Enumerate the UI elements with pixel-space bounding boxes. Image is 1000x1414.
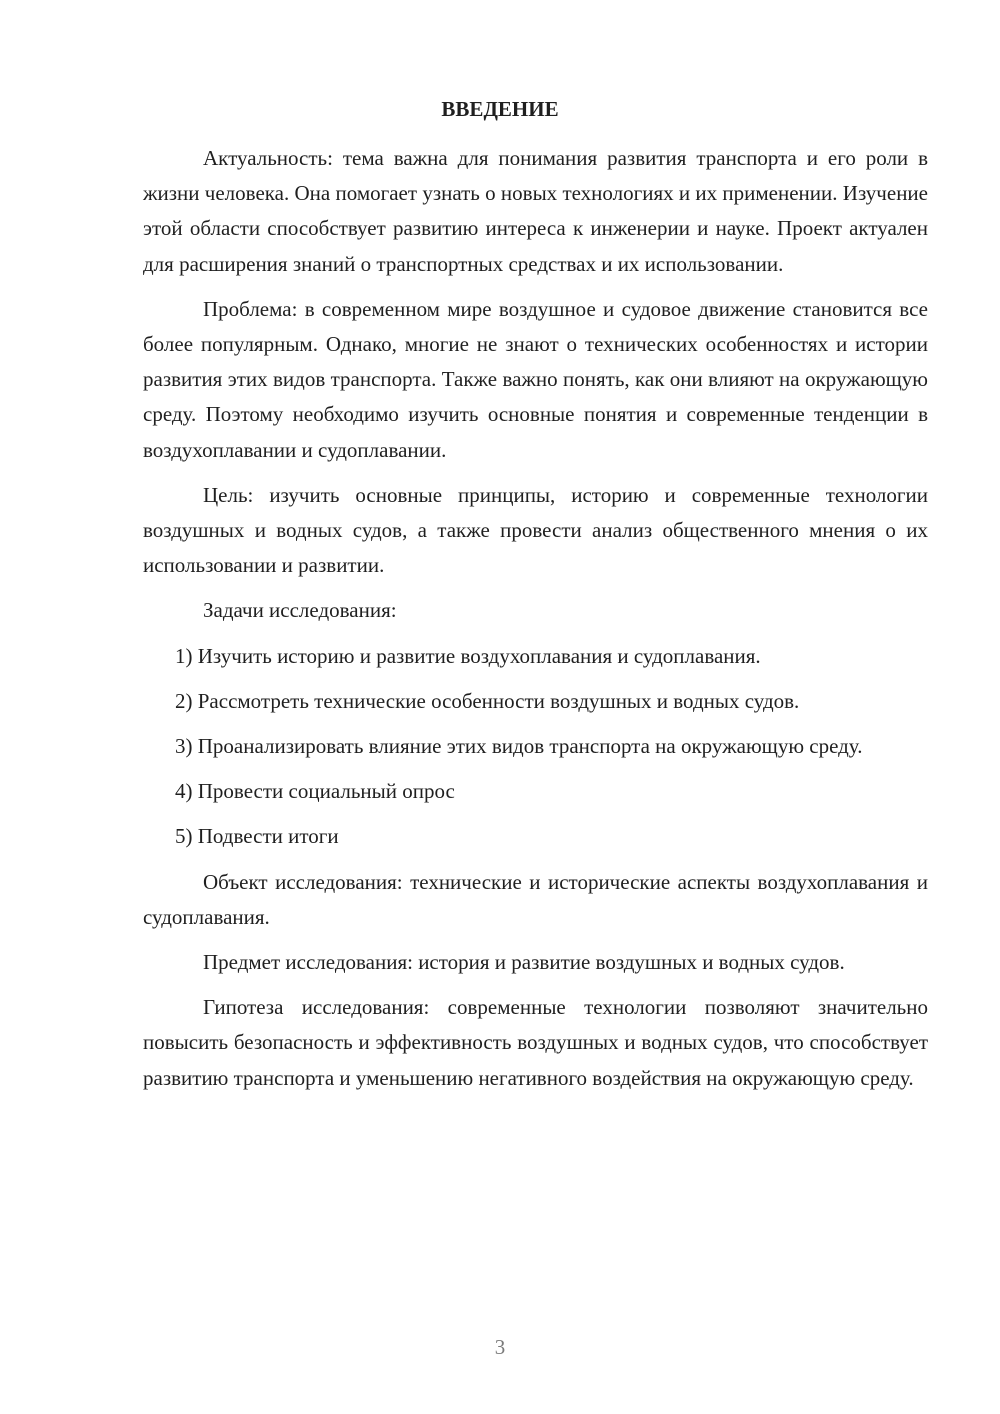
paragraph-goal: Цель: изучить основные принципы, историю и современные технологии воздушных и водных судов, а также провести анализ общественного мнения о их использовании и развитии. xyxy=(143,482,928,578)
paragraph-problem: Проблема: в современном мире воздушное и судовое движение становится все более популярным. Однако, многие не знают о технических особенностях и истории развития этих видов транспорта. Также важно понять, как они влияют на окружающую среду. Поэтому необходимо изучить основные понятия и современные тенденции в воздухоплавании и судоплавании. xyxy=(143,296,928,462)
paragraph-subject: Предмет исследования: история и развитие воздушных и водных судов. xyxy=(203,950,845,975)
page-number: 3 xyxy=(494,1335,506,1359)
task-item: 5) Подвести итоги xyxy=(175,824,339,849)
task-item: 1) Изучить историю и развитие воздухоплавания и судоплавания. xyxy=(175,643,761,668)
paragraph-object: Объект исследования: технические и исторические аспекты воздухоплавания и судоплавания. xyxy=(143,869,928,929)
task-item: 3) Проанализировать влияние этих видов транспорта на окружающую среду. xyxy=(175,734,863,759)
page-body xyxy=(143,141,928,1106)
paragraph-hypothesis: Гипотеза исследования: современные технологии позволяют значительно повысить безопасность и эффективность воздушных и водных судов, что способствует развитию транспорта и уменьшению негативного воздействия на окружающую среду. xyxy=(143,995,928,1090)
task-item: 4) Провести социальный опрос xyxy=(175,779,455,804)
tasks-heading: Задачи исследования: xyxy=(203,598,397,623)
page-title: ВВЕДЕНИЕ xyxy=(441,97,559,121)
task-item: 2) Рассмотреть технические особенности воздушных и водных судов. xyxy=(175,688,800,713)
paragraph-relevance: Актуальность: тема важна для понимания развития транспорта и его роли в жизни человека. Она помогает узнать о новых технологиях и их применении. Изучение этой области способствует развитию интереса к инженерии и науке. Проект актуален для расширения знаний о транспортных средствах и их использовании. xyxy=(143,146,928,276)
